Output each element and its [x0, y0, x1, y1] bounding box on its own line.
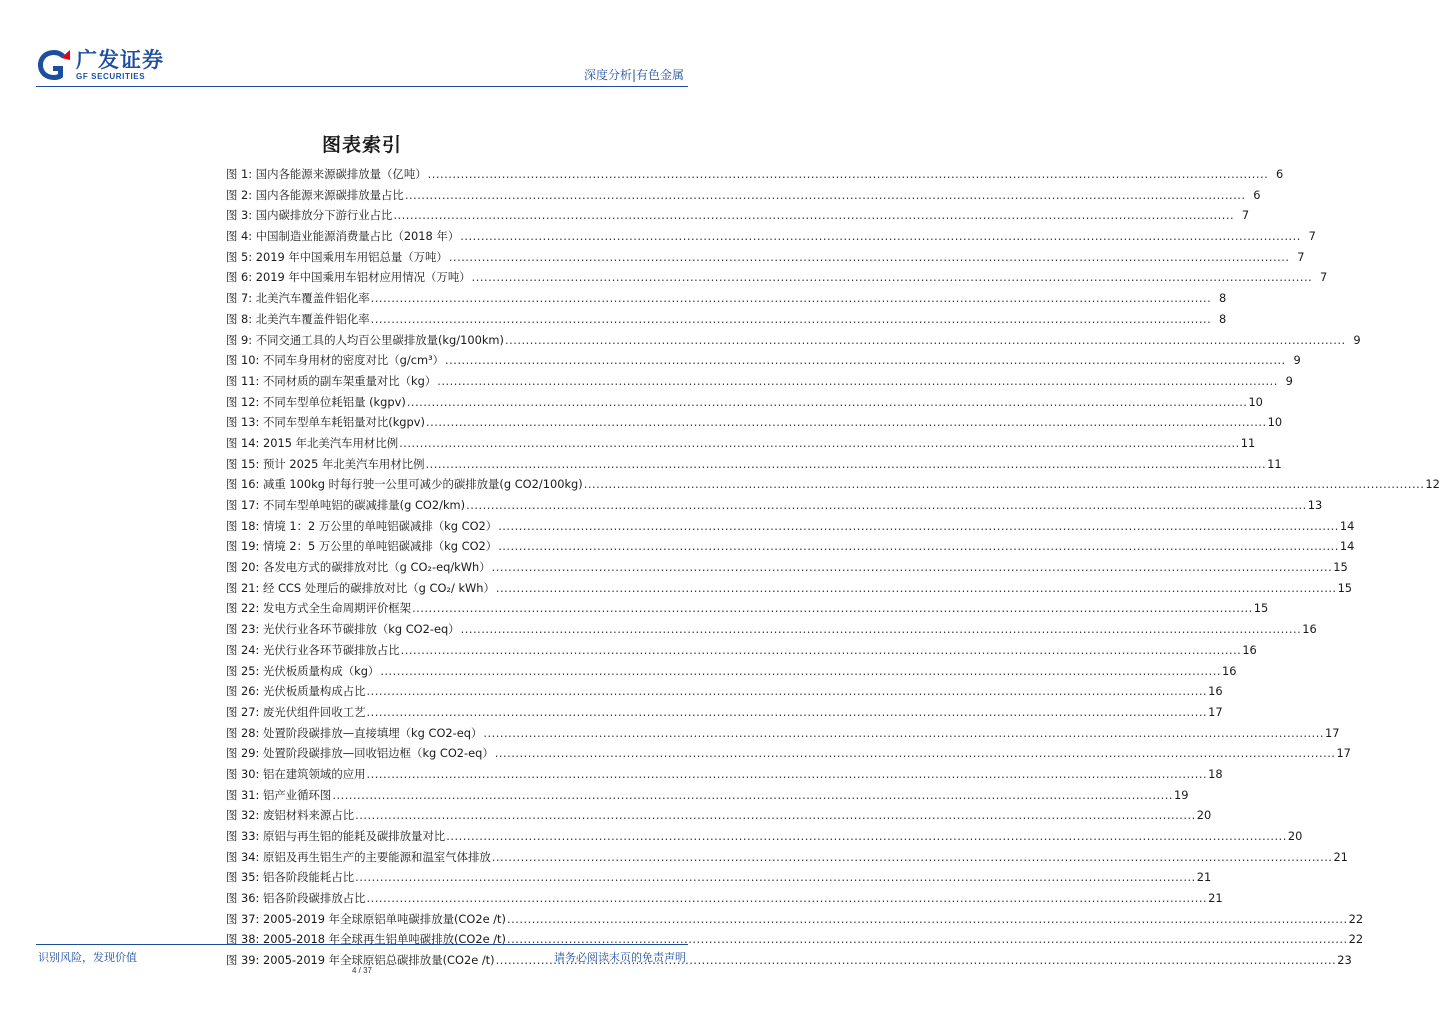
toc-figure-title: 光伏板质量构成占比: [262, 684, 366, 699]
toc-figure-title: 国内碳排放分下游行业占比: [255, 208, 393, 223]
toc-page-number: 21: [1333, 849, 1348, 864]
toc-entry[interactable]: [226, 661, 1237, 682]
toc-dot-leader: [496, 578, 1337, 599]
toc-figure-title: 2005-2018 年全球再生铝单吨碳排放(CO2e /t): [262, 932, 506, 947]
toc-figure-title: 不同车型单位耗铝量 (kgpv): [262, 394, 406, 409]
toc-figure-number: 图 21:: [226, 580, 260, 595]
toc-dot-leader: [472, 267, 1313, 288]
toc-page-number: 17: [1336, 746, 1351, 761]
toc-entry[interactable]: [226, 619, 1317, 640]
toc-dot-leader: [584, 474, 1425, 495]
toc-figure-number: 图 5:: [226, 249, 253, 264]
toc-figure-title: 废铝材料来源占比: [262, 808, 355, 823]
toc-figure-number: 图 33:: [226, 829, 260, 843]
toc-entry[interactable]: [226, 536, 1355, 557]
toc-entry[interactable]: [226, 909, 1364, 930]
toc-page-number: 23: [1337, 953, 1352, 968]
toc-page-number: 15: [1253, 601, 1269, 616]
toc-dot-leader: [332, 785, 1173, 806]
toc-figure-number: 图 11:: [226, 373, 260, 388]
toc-figure-title: 不同车型单车耗铝量对比(kgpv): [262, 415, 425, 430]
toc-entry[interactable]: [226, 164, 1284, 185]
toc-figure-title: 铝各阶段碳排放占比: [262, 891, 366, 906]
toc-entry[interactable]: [226, 640, 1257, 661]
toc-page-number: 17: [1325, 725, 1340, 740]
toc-dot-leader: [492, 847, 1333, 868]
footer-disclaimer-note: 请务必阅读末页的免责声明: [554, 951, 686, 964]
toc-figure-number: 图 2:: [226, 187, 253, 202]
toc-dot-leader: [393, 205, 1234, 226]
toc-entry[interactable]: [226, 826, 1303, 847]
toc-dot-leader: [466, 495, 1307, 516]
toc-dot-leader: [401, 640, 1242, 661]
toc-page-number: 7: [1241, 208, 1250, 223]
toc-figure-number: 图 3:: [226, 208, 253, 223]
toc-figure-title: 2005-2019 年全球原铝单吨碳排放量(CO2e /t): [262, 911, 506, 926]
toc-figure-title: 2005-2019 年全球原铝总碳排放量(CO2e /t): [262, 953, 495, 968]
toc-page-number: 8: [1219, 311, 1227, 326]
footer-divider: [36, 944, 688, 945]
toc-figure-number: 图 18:: [226, 518, 260, 533]
toc-page-number: 20: [1287, 829, 1303, 843]
toc-page-number: 12: [1425, 477, 1440, 492]
toc-dot-leader: [507, 909, 1348, 930]
toc-figure-number: 图 27:: [226, 704, 260, 719]
toc-figure-number: 图 13:: [226, 415, 260, 430]
toc-page-number: 16: [1221, 663, 1237, 678]
toc-page-number: 7: [1320, 270, 1328, 285]
toc-figure-number: 图 28:: [226, 725, 260, 740]
toc-figure-number: 图 20:: [226, 560, 260, 575]
toc-entry[interactable]: [226, 433, 1256, 454]
toc-figure-title: 光伏板质量构成（kg）: [262, 663, 380, 678]
toc-page-number: 19: [1173, 787, 1189, 802]
toc-figure-title: 情境 2：5 万公里的单吨铝碳减排（kg CO2）: [262, 539, 498, 554]
toc-dot-leader: [437, 371, 1278, 392]
toc-entry[interactable]: [226, 288, 1227, 309]
toc-entry[interactable]: [226, 929, 1364, 950]
toc-dot-leader: [460, 226, 1301, 247]
toc-figure-number: 图 30:: [226, 766, 260, 781]
toc-page-number: 16: [1302, 622, 1317, 637]
toc-entry[interactable]: [226, 847, 1348, 868]
toc-figure-number: 图 1:: [226, 167, 253, 181]
toc-page-number: 21: [1196, 870, 1212, 885]
toc-dot-leader: [405, 185, 1246, 206]
toc-dot-leader: [446, 826, 1287, 847]
toc-figure-number: 图 23:: [226, 622, 260, 637]
toc-page-number: 9: [1353, 332, 1361, 347]
toc-figure-number: 图 31:: [226, 787, 260, 802]
toc-entry[interactable]: [226, 371, 1293, 392]
toc-page-number: 16: [1242, 642, 1257, 657]
toc-page-number: 7: [1308, 229, 1316, 244]
toc-dot-leader: [367, 764, 1208, 785]
toc-figure-title: 国内各能源来源碳排放量（亿吨）: [255, 167, 427, 181]
toc-figure-title: 不同材质的副车架重量对比（kg）: [262, 373, 437, 388]
toc-page-number: 11: [1240, 435, 1256, 450]
toc-figure-title: 中国制造业能源消费量占比（2018 年）: [255, 229, 460, 244]
gf-logo-icon: [36, 48, 72, 82]
toc-figure-number: 图 14:: [226, 435, 260, 450]
toc-figure-number: 图 25:: [226, 663, 260, 678]
toc-figure-number: 图 36:: [226, 891, 260, 906]
toc-page-number: 6: [1253, 187, 1261, 202]
toc-figure-title: 废光伏组件回收工艺: [262, 704, 366, 719]
toc-entry[interactable]: [226, 185, 1261, 206]
toc-dot-leader: [371, 309, 1212, 330]
toc-entry[interactable]: [226, 247, 1305, 268]
toc-entry[interactable]: [226, 226, 1316, 247]
toc-page-number: 21: [1208, 891, 1223, 906]
toc-dot-leader: [367, 888, 1208, 909]
toc-page-number: 10: [1267, 415, 1283, 430]
logo-english-name: GF SECURITIES: [76, 72, 146, 81]
toc-figure-number: 图 17:: [226, 498, 260, 512]
toc-figure-title: 不同交通工具的人均百公里碳排放量(kg/100km): [255, 332, 504, 347]
toc-page-number: 9: [1285, 373, 1293, 388]
toc-figure-number: 图 35:: [226, 870, 260, 885]
toc-figure-number: 图 15:: [226, 456, 260, 471]
page-number: 4 / 37: [351, 966, 372, 975]
toc-entry[interactable]: [226, 598, 1269, 619]
toc-figure-title: 处置阶段碳排放—直接填埋（kg CO2-eq）: [262, 725, 483, 740]
toc-figure-title: 经 CCS 处理后的碳排放对比（g CO₂/ kWh）: [262, 580, 495, 595]
toc-entry[interactable]: [226, 267, 1328, 288]
toc-dot-leader: [380, 661, 1221, 682]
toc-page-number: 13: [1307, 498, 1323, 512]
toc-dot-leader: [355, 867, 1196, 888]
toc-dot-leader: [355, 805, 1196, 826]
toc-page-number: 18: [1208, 766, 1223, 781]
toc-entry[interactable]: [226, 681, 1223, 702]
toc-figure-title: 铝产业循环图: [262, 787, 332, 802]
toc-entry[interactable]: [226, 350, 1301, 371]
toc-page-number: 16: [1208, 684, 1223, 699]
toc-figure-title: 原铝与再生铝的能耗及碳排放量对比: [262, 829, 446, 843]
toc-page-number: 10: [1248, 394, 1263, 409]
toc-dot-leader: [449, 247, 1290, 268]
toc-entry[interactable]: [226, 578, 1353, 599]
toc-page-number: 15: [1337, 580, 1353, 595]
toc-dot-leader: [412, 598, 1253, 619]
toc-dot-leader: [445, 350, 1286, 371]
toc-figure-number: 图 16:: [226, 477, 260, 492]
toc-figure-title: 铝在建筑领域的应用: [262, 766, 366, 781]
toc-entry[interactable]: [226, 474, 1440, 495]
toc-dot-leader: [498, 516, 1339, 537]
toc-figure-title: 情境 1：2 万公里的单吨铝碳减排（kg CO2）: [262, 518, 498, 533]
toc-figure-title: 2019 年中国乘用车铝材应用情况（万吨）: [255, 270, 471, 285]
header-divider: [36, 86, 688, 87]
toc-dot-leader: [492, 557, 1333, 578]
toc-figure-title: 北美汽车覆盖件铝化率: [255, 291, 370, 306]
toc-figure-title: 减重 100kg 时每行驶一公里可减少的碳排放量(g CO2/100kg): [262, 477, 583, 492]
toc-figure-number: 图 12:: [226, 394, 260, 409]
toc-entry[interactable]: [226, 702, 1223, 723]
toc-page-number: 20: [1196, 808, 1212, 823]
toc-figure-number: 图 32:: [226, 808, 260, 823]
toc-page-number: 6: [1276, 167, 1284, 181]
toc-dot-leader: [428, 164, 1269, 185]
toc-dot-leader: [371, 288, 1212, 309]
toc-figure-number: 图 29:: [226, 746, 260, 761]
toc-page-number: 9: [1293, 353, 1301, 368]
toc-page-number: 8: [1219, 291, 1227, 306]
toc-figure-title: 预计 2025 年北美汽车用材比例: [262, 456, 425, 471]
toc-page-number: 7: [1297, 249, 1305, 264]
toc-entry[interactable]: [226, 392, 1263, 413]
toc-figure-number: 图 9:: [226, 332, 253, 347]
toc-figure-number: 图 39:: [226, 953, 260, 968]
toc-figure-title: 各发电方式的碳排放对比（g CO₂-eq/kWh）: [262, 560, 491, 575]
toc-figure-title: 2019 年中国乘用车用铝总量（万吨）: [255, 249, 448, 264]
toc-entry[interactable]: [226, 743, 1351, 764]
toc-dot-leader: [399, 433, 1240, 454]
toc-entry[interactable]: [226, 205, 1250, 226]
toc-figure-title: 2015 年北美汽车用材比例: [262, 435, 399, 450]
toc-figure-number: 图 26:: [226, 684, 260, 699]
toc-page-number: 11: [1267, 456, 1282, 471]
toc-figure-title: 不同车型单吨铝的碳减排量(g CO2/km): [262, 498, 466, 512]
gf-securities-logo: [36, 48, 186, 82]
toc-dot-leader: [426, 454, 1267, 475]
toc-dot-leader: [367, 702, 1208, 723]
toc-entry[interactable]: [226, 557, 1348, 578]
toc-entry[interactable]: [226, 454, 1282, 475]
toc-dot-leader: [461, 619, 1302, 640]
toc-entry[interactable]: [226, 888, 1223, 909]
toc-page-number: 15: [1333, 560, 1348, 575]
toc-figure-number: 图 6:: [226, 270, 253, 285]
toc-figure-number: 图 37:: [226, 911, 260, 926]
figure-index-list: [226, 164, 1440, 971]
toc-dot-leader: [483, 723, 1324, 744]
toc-entry[interactable]: [226, 309, 1227, 330]
toc-dot-leader: [367, 681, 1208, 702]
toc-figure-number: 图 7:: [226, 291, 253, 306]
toc-page-number: 14: [1339, 539, 1355, 554]
toc-dot-leader: [495, 743, 1336, 764]
toc-dot-leader: [498, 536, 1339, 557]
toc-figure-title: 国内各能源来源碳排放量占比: [255, 187, 404, 202]
toc-entry[interactable]: [226, 867, 1212, 888]
toc-figure-number: 图 8:: [226, 311, 253, 326]
toc-figure-number: 图 24:: [226, 642, 260, 657]
toc-entry[interactable]: [226, 330, 1361, 351]
toc-figure-title: 不同车身用材的密度对比（g/cm³）: [262, 353, 445, 368]
logo-chinese-name: 广发证券: [76, 48, 164, 72]
footer-slogan: 识别风险，发现价值: [38, 951, 137, 964]
toc-entry[interactable]: [226, 785, 1189, 806]
toc-figure-number: 图 38:: [226, 932, 260, 947]
toc-figure-number: 图 10:: [226, 353, 260, 368]
toc-figure-number: 图 4:: [226, 229, 253, 244]
toc-figure-title: 处置阶段碳排放—回收铝边框（kg CO2-eq）: [262, 746, 494, 761]
page-header: [0, 0, 724, 90]
toc-figure-title: 原铝及再生铝生产的主要能源和温室气体排放: [262, 849, 491, 864]
toc-dot-leader: [507, 929, 1348, 950]
toc-figure-number: 图 19:: [226, 539, 260, 554]
toc-entry[interactable]: [226, 516, 1355, 537]
toc-entry[interactable]: [226, 805, 1212, 826]
toc-page-number: 22: [1348, 911, 1364, 926]
toc-figure-title: 铝各阶段能耗占比: [262, 870, 355, 885]
toc-figure-title: 发电方式全生命周期评价框架: [262, 601, 412, 616]
toc-figure-number: 图 34:: [226, 849, 260, 864]
toc-page-number: 14: [1339, 518, 1355, 533]
toc-figure-title: 北美汽车覆盖件铝化率: [255, 311, 370, 326]
toc-dot-leader: [505, 330, 1346, 351]
toc-figure-title: 光伏行业各环节碳排放（kg CO2-eq）: [262, 622, 460, 637]
toc-figure-number: 图 22:: [226, 601, 260, 616]
toc-entry[interactable]: [226, 764, 1223, 785]
toc-dot-leader: [407, 392, 1248, 413]
toc-page-number: 22: [1348, 932, 1364, 947]
report-category: 深度分析|有色金属: [583, 68, 684, 82]
toc-figure-title: 光伏行业各环节碳排放占比: [262, 642, 400, 657]
toc-entry[interactable]: [226, 495, 1323, 516]
toc-entry[interactable]: [226, 723, 1340, 744]
toc-page-number: 17: [1208, 704, 1223, 719]
page-title: 图表索引: [321, 134, 402, 156]
toc-dot-leader: [426, 412, 1267, 433]
toc-entry[interactable]: [226, 412, 1283, 433]
